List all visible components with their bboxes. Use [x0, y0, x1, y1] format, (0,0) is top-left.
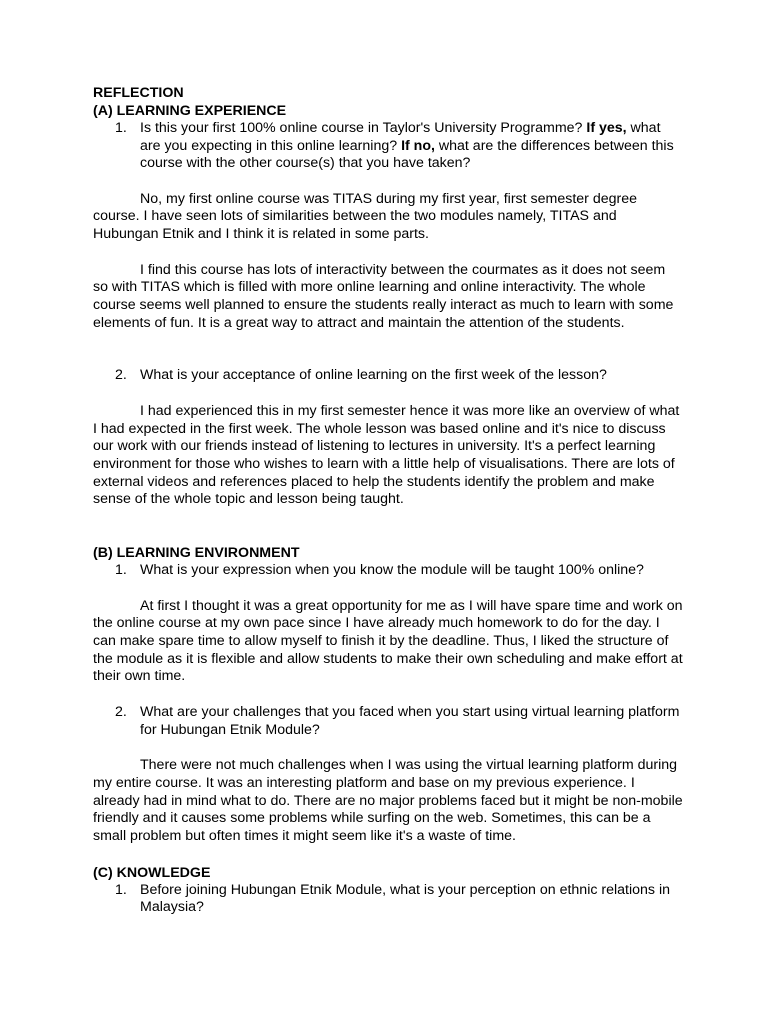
- question-text: What is your acceptance of online learning on the first week of the lesson?: [140, 367, 607, 384]
- question-a1: [93, 120, 683, 173]
- question-number: 2.: [115, 704, 127, 721]
- question-emphasis-no: If no,: [401, 137, 435, 154]
- answer-a1-paragraph-2: I find this course has lots of interactivity between the courmates as it does not seem so with TITAS which is filled with more online learning and online interactivity. The whole course seems well planned to ensure the students really interact as much to learn with some elements of fun. It is a great way to attract and maintain the attention of the students.: [93, 261, 674, 331]
- question-text-part: what are the differences between this course with the other course(s) that you have taken?: [140, 137, 674, 171]
- question-a2: [93, 367, 683, 385]
- question-text-part: what are you expecting in this online learning?: [140, 120, 661, 154]
- section-c-heading: (C) KNOWLEDGE: [93, 864, 211, 881]
- question-number: 1.: [115, 562, 127, 579]
- question-number: 1.: [115, 881, 127, 898]
- document-body: [93, 84, 683, 917]
- answer-a1-paragraph-1: No, my first online course was TITAS during my first year, first semester degree course. I have seen lots of similarities between the two modules namely, TITAS and Hubungan Etnik and I think it is related in some parts.: [93, 190, 637, 242]
- question-emphasis-yes: If yes,: [586, 120, 627, 136]
- question-b2: [93, 704, 683, 739]
- section-a-heading: (A) LEARNING EXPERIENCE: [93, 103, 287, 119]
- question-c1: [93, 882, 683, 917]
- answer-b1: At first I thought it was a great opportunity for me as I will have spare time and work on the online course at my own pace since I have already much homework to do for the day. I can make spare time to allow myself to finish it by the deadline. Thus, I liked the structure of the module as it is flexible and allow students to make their own scheduling and make effort at their own time.: [93, 597, 683, 685]
- question-b1: [93, 562, 683, 580]
- answer-b2: There were not much challenges when I was using the virtual learning platform during my entire course. It was an interesting platform and base on my previous experience. I already had in mind what to do. There are no major problems faced but it might be non-mobile friendly and it causes some problems while surfing on the web. Sometimes, this can be a small problem but often times it might seem like it's a waste of time.: [93, 757, 683, 844]
- question-text: Before joining Hubungan Etnik Module, what is your perception on ethnic relations in Malaysia?: [140, 881, 670, 916]
- document-title: REFLECTION: [93, 85, 184, 101]
- question-number: 2.: [115, 367, 127, 384]
- answer-a2: I had experienced this in my first semester hence it was more like an overview of what I had expected in the first week. The whole lesson was based online and it's nice to discuss our work with our friends instead of listening to lectures in university. It's a perfect learning environment for those who wishes to learn with a little help of visualisations. There are lots of external videos and references placed to help the students identify the problem and make sense of the whole topic and lesson being taught.: [93, 402, 680, 508]
- question-text: What are your challenges that you faced when you start using virtual learning platform for Hubungan Etnik Module?: [140, 704, 680, 738]
- section-b-heading: (B) LEARNING ENVIRONMENT: [93, 545, 300, 562]
- question-text: What is your expression when you know the module will be taught 100% online?: [140, 562, 644, 579]
- question-text: [140, 120, 683, 173]
- question-number: 1.: [115, 120, 127, 136]
- question-text-part: Is this your first 100% online course in Taylor's University Programme?: [140, 120, 587, 136]
